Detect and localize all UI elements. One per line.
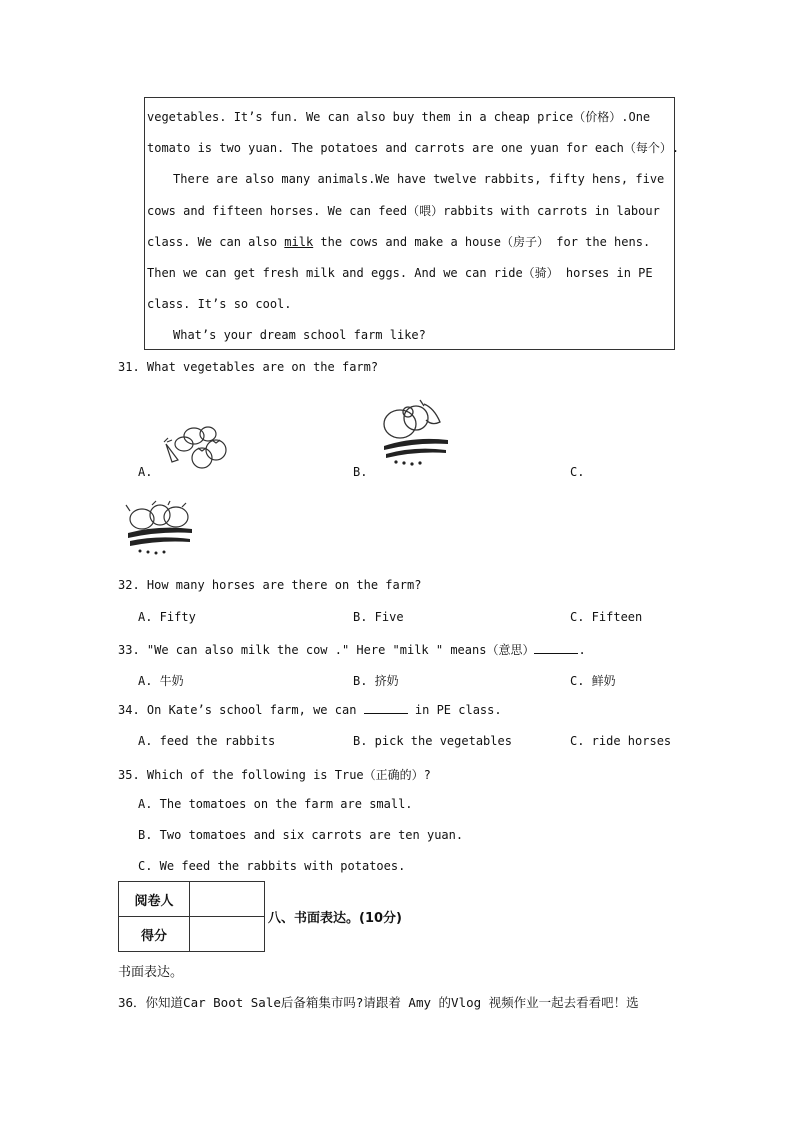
q33-answer-blank[interactable]: [534, 643, 578, 654]
underlined-word-milk: milk: [284, 235, 314, 249]
q34-stem-end: in PE class.: [414, 703, 502, 717]
q32-option-b[interactable]: B. Five: [353, 610, 404, 624]
passage-line-6: Then we can get fresh milk and eggs. And we can ride（骑） horses in PE: [147, 266, 653, 280]
q35-option-c[interactable]: C. We feed the rabbits with potatoes.: [138, 859, 406, 873]
q32-stem: 32. How many horses are there on the farm?: [118, 578, 422, 592]
passage-line-3: There are also many animals.We have twelve rabbits, fifty hens, five: [173, 172, 665, 186]
q34-option-c[interactable]: C. ride horses: [570, 734, 672, 748]
q34-answer-blank[interactable]: [364, 703, 408, 714]
passage-line-5: [147, 233, 650, 250]
q33-stem: [118, 641, 586, 658]
q31-stem: 31. What vegetables are on the farm?: [118, 360, 379, 374]
score-table: [118, 881, 265, 952]
reviewer-label: 阅卷人: [119, 882, 190, 917]
passage-box: [144, 97, 680, 350]
q33-option-a[interactable]: A. 牛奶: [138, 674, 184, 688]
vegetables-picture-b[interactable]: [376, 394, 452, 468]
q31-option-b[interactable]: B.: [353, 465, 368, 479]
vegetables-picture-c[interactable]: [122, 499, 198, 561]
score-field[interactable]: [190, 917, 265, 952]
passage-line-5-post: the cows and make a house（房子） for the hens.: [313, 235, 651, 249]
q33-stem-end: .: [578, 643, 586, 657]
vegetables-picture-a[interactable]: [158, 414, 236, 472]
reviewer-field[interactable]: [190, 882, 265, 917]
passage-line-2: tomato is two yuan. The potatoes and carrots are one yuan for each（每个）.: [147, 141, 680, 155]
q35-option-a[interactable]: A. The tomatoes on the farm are small.: [138, 797, 413, 811]
q33-stem-text: 33. "We can also milk the cow ." Here "milk " means（意思）: [118, 643, 535, 657]
section-8-title: 八、书面表达。(10分): [268, 911, 402, 926]
q33-option-b[interactable]: B. 挤奶: [353, 674, 399, 688]
section-8-subtitle: 书面表达。: [118, 965, 184, 980]
passage-line-4: cows and fifteen horses. We can feed（喂）rabbits with carrots in labour: [147, 204, 660, 218]
q31-option-c[interactable]: C.: [570, 465, 585, 479]
q34-option-b[interactable]: B. pick the vegetables: [353, 734, 512, 748]
q32-option-a[interactable]: A. Fifty: [138, 610, 196, 624]
q36-stem: 36．你知道Car Boot Sale后备箱集市吗?请跟着 Amy 的Vlog 视频作业一起去看看吧！选: [118, 995, 639, 1010]
q34-stem: [118, 703, 502, 717]
passage-line-7: class. It’s so cool.: [147, 297, 292, 311]
score-label: 得分: [119, 917, 190, 952]
q33-option-c[interactable]: C. 鲜奶: [570, 674, 616, 688]
q34-option-a[interactable]: A. feed the rabbits: [138, 734, 276, 748]
q35-option-b[interactable]: B. Two tomatoes and six carrots are ten yuan.: [138, 828, 464, 842]
q35-stem: 35. Which of the following is True（正确的）?: [118, 768, 431, 782]
q32-option-c[interactable]: C. Fifteen: [570, 610, 643, 624]
passage-line-1: vegetables. It’s fun. We can also buy them in a cheap price（价格）.One: [147, 110, 651, 124]
passage-line-8: What’s your dream school farm like?: [173, 328, 426, 342]
passage-line-5-pre: class. We can also: [147, 235, 285, 249]
q34-stem-text: 34. On Kate’s school farm, we can: [118, 703, 357, 717]
q31-option-a[interactable]: A.: [138, 465, 153, 479]
